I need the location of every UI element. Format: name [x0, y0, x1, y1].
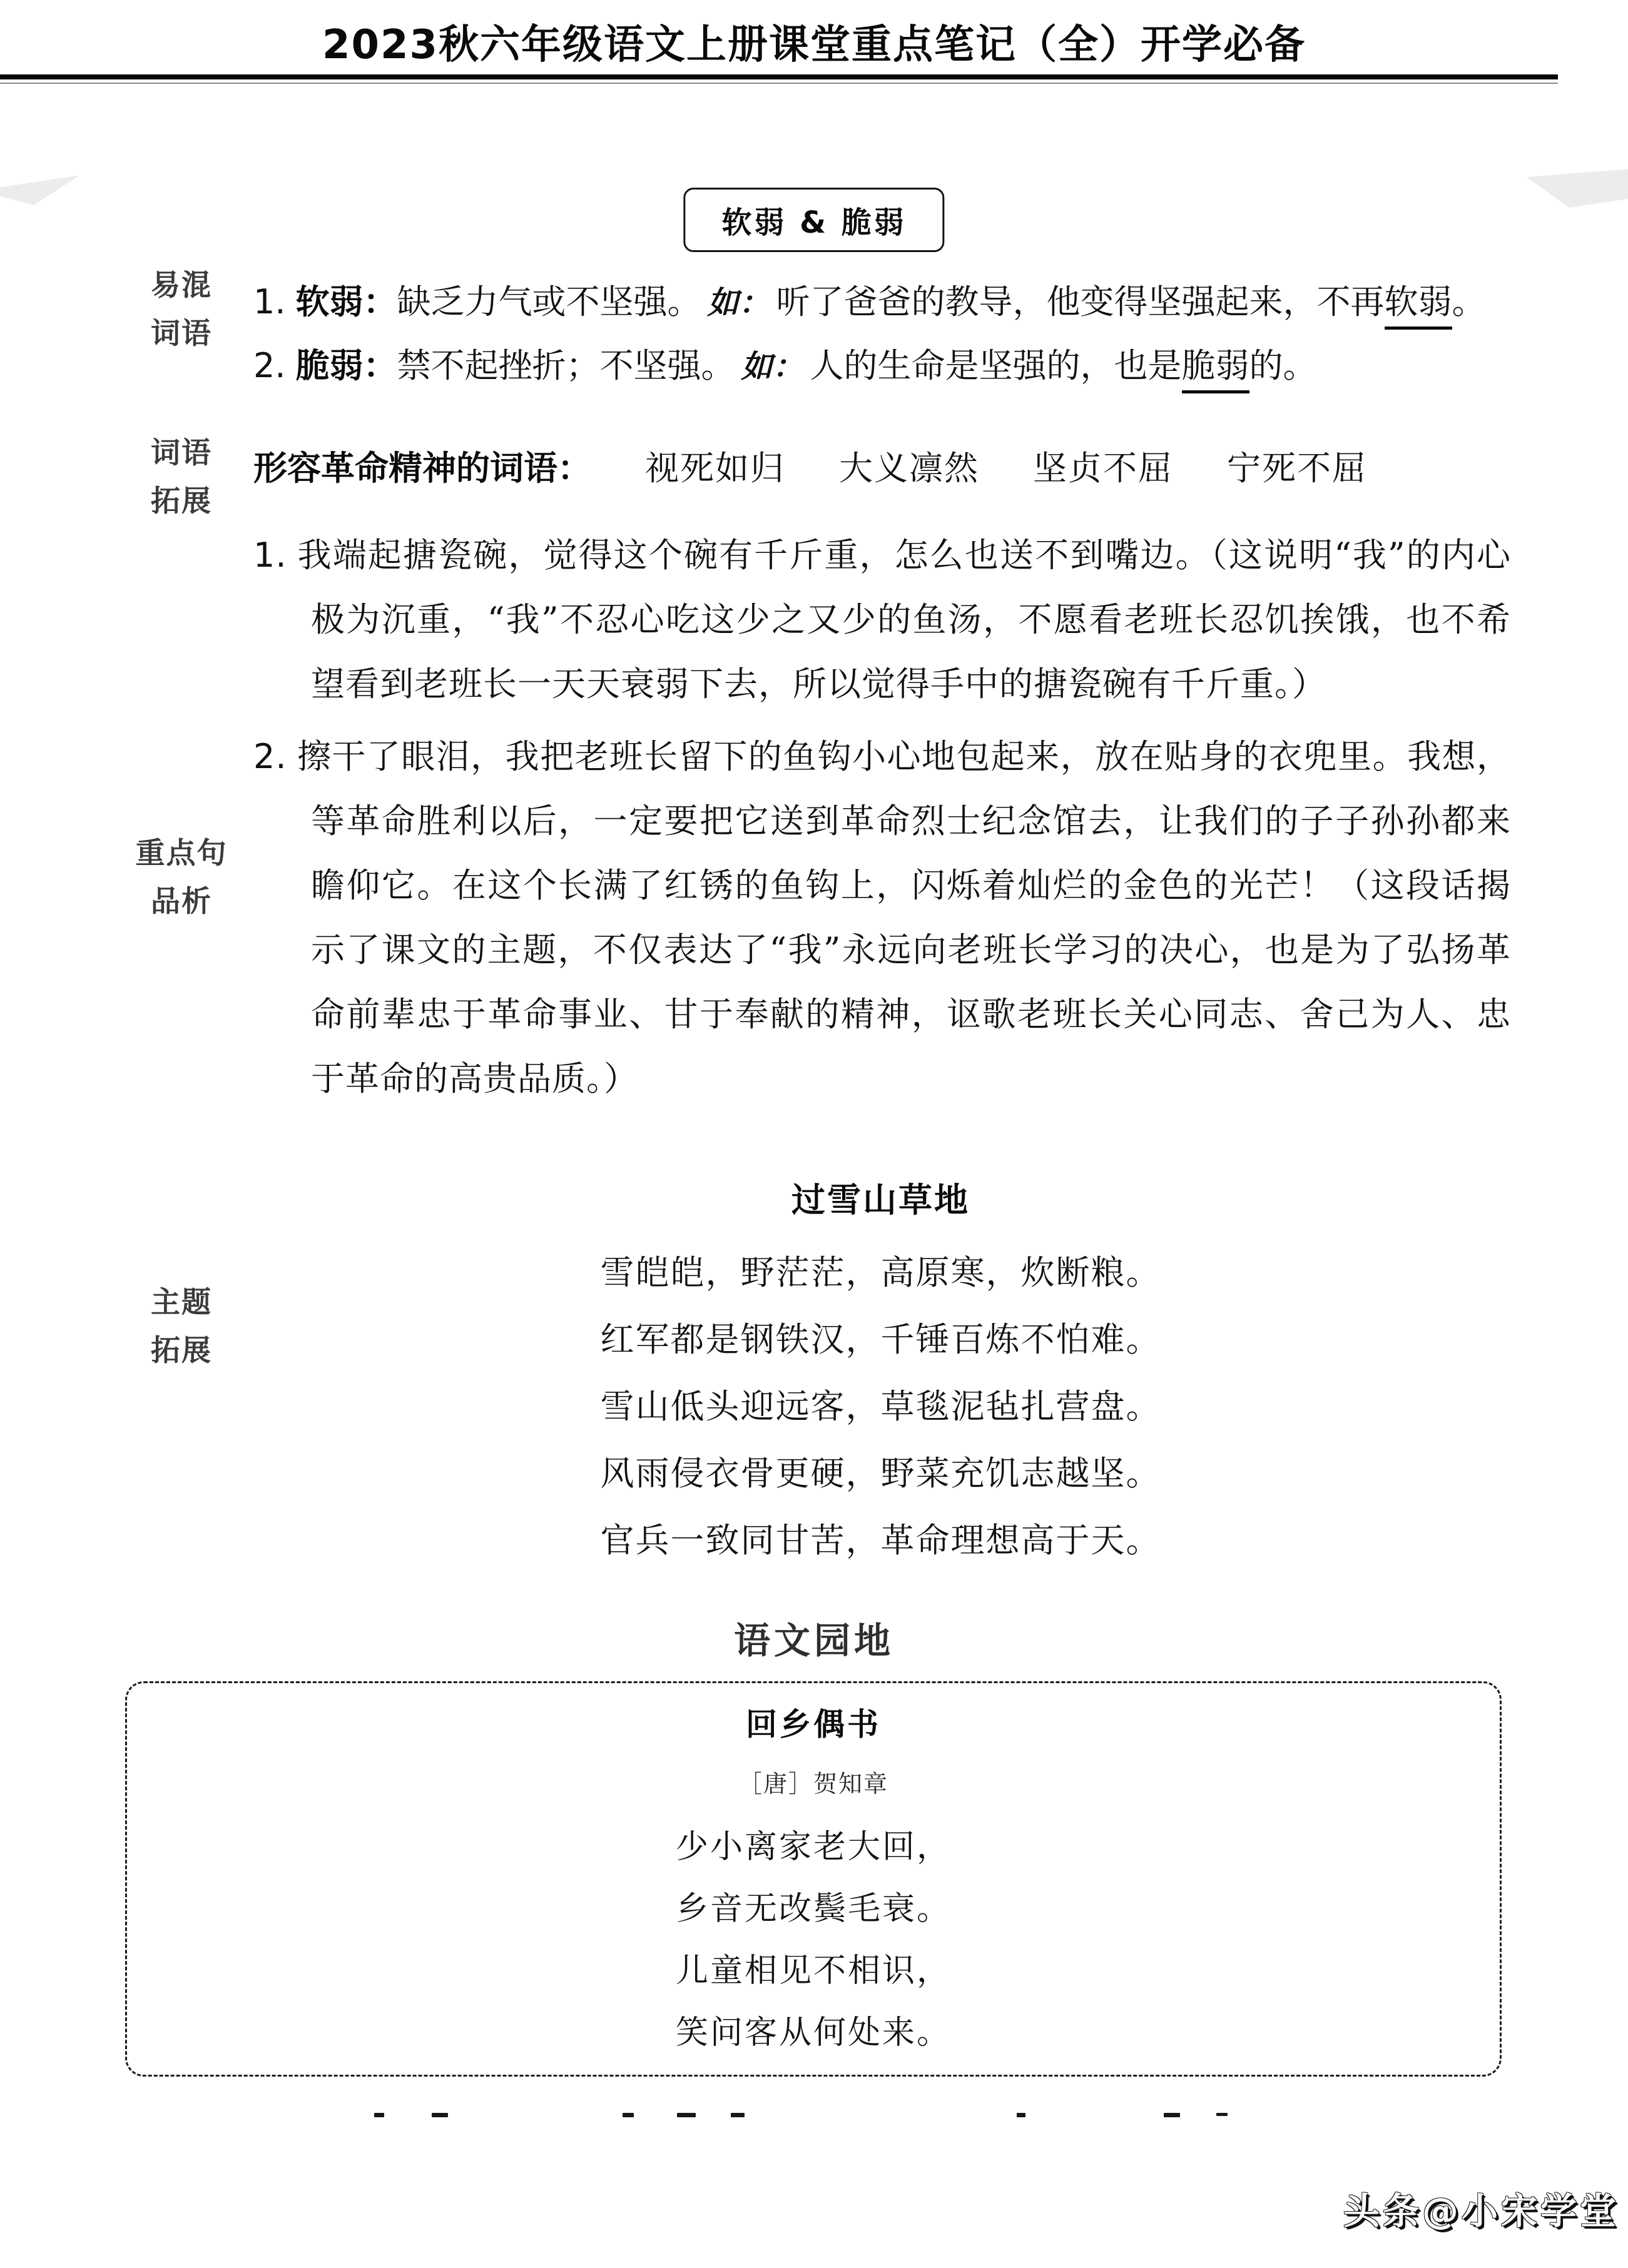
example-text: 听了爸爸的教导，他变得坚强起来，不再: [776, 282, 1385, 321]
label-line: 拓展: [151, 1334, 212, 1368]
definition-item-2: [253, 339, 1542, 387]
definition-item-1: [253, 275, 1542, 323]
underlined-term: 软弱: [1385, 282, 1452, 330]
word-expansion-line: [253, 442, 1542, 490]
truncated-text-tops: [0, 2113, 1628, 2118]
section-label-word-expansion: [133, 429, 230, 525]
section-label-confusable-words: [133, 261, 230, 358]
label-line: 拓展: [151, 484, 212, 519]
label-line: 主题: [151, 1285, 212, 1320]
watermark-text: 头条@小宋学堂: [1343, 2190, 1619, 2232]
section-label-key-sentence-analysis: [119, 829, 244, 926]
idiom: 大义凛然: [839, 448, 979, 488]
paragraph-text: 我端起搪瓷碗，觉得这个碗有千斤重，怎么也送不到嘴边。（这说明“我”的内心极为沉重，“我”不忍心吃这少之又少的鱼汤，不愿看老班长忍饥挨饿，也不希望看到老班长一天天衰弱下去，所以觉得手中的搪瓷碗有千斤重。）: [297, 535, 1511, 704]
poem-line: 雪皑皑，野茫茫，高原寒，炊断粮。: [600, 1253, 1161, 1292]
topic-badge: 软弱 & 脆弱: [683, 188, 944, 252]
poem-line: 雪山低头迎远客，草毯泥毡扎营盘。: [600, 1387, 1161, 1426]
label-line: 品析: [151, 884, 212, 919]
label-line: 重点句: [135, 836, 228, 871]
header-rule-thick: [0, 74, 1558, 79]
poem-line: 红军都是钢铁汉，千锤百炼不怕难。: [600, 1320, 1161, 1359]
idiom: 坚贞不屈: [1033, 448, 1173, 488]
corner-swoosh-left: [0, 173, 80, 205]
idiom: 视死如归: [645, 448, 785, 488]
header-rule-thin: [0, 83, 1558, 84]
item-number: 1.: [253, 282, 286, 321]
example-text-end: 。: [1452, 282, 1486, 321]
lead-label: 形容革命精神的词语：: [253, 448, 591, 488]
item-number: 2.: [253, 737, 287, 776]
example-marker: 如：: [707, 284, 770, 321]
term: 软弱：: [295, 282, 397, 321]
box-poem-title: 回乡偶书: [746, 1706, 881, 1743]
underlined-term: 脆弱: [1182, 346, 1249, 393]
corner-swoosh-right: [1527, 164, 1628, 208]
poem-line: 儿童相见不相识，: [675, 1952, 951, 1990]
poem-box: [125, 1681, 1502, 2077]
example-marker: 如：: [741, 348, 804, 385]
item-number: 1.: [253, 535, 287, 575]
poem-title: 过雪山草地: [791, 1180, 970, 1220]
theme-poem: [253, 1173, 1508, 1574]
example-text-end: 的。: [1249, 346, 1317, 385]
example-text: 人的生命是坚强的，也是: [810, 346, 1182, 385]
analysis-paragraph-2: [253, 724, 1511, 1111]
garden-section-title: 语文园地: [733, 1619, 894, 1662]
poem-line: 官兵一致同甘苦，革命理想高于天。: [600, 1521, 1161, 1560]
section-label-theme-expansion: [133, 1278, 230, 1375]
box-poem-author: ［唐］贺知章: [738, 1770, 888, 1798]
item-number: 2.: [253, 346, 286, 385]
idiom: 宁死不屈: [1227, 448, 1367, 488]
box-poem-lines: [127, 1816, 1500, 2064]
poem-line: 风雨侵衣骨更硬，野菜充饥志越坚。: [600, 1454, 1161, 1493]
term: 脆弱：: [295, 346, 397, 385]
poem-line: 少小离家老大回，: [675, 1828, 951, 1866]
page-title: 2023秋六年级语文上册课堂重点笔记（全）开学必备: [322, 22, 1306, 68]
poem-line: 乡音无改鬓毛衰。: [675, 1890, 951, 1928]
label-line: 词语: [151, 316, 212, 351]
definition-text: 禁不起挫折；不坚强。: [397, 346, 735, 385]
definition-text: 缺乏力气或不坚强。: [397, 282, 701, 321]
paragraph-text: 擦干了眼泪，我把老班长留下的鱼钩小心地包起来，放在贴身的衣兜里。我想，等革命胜利以后，一定要把它送到革命烈士纪念馆去，让我们的子子孙孙都来瞻仰它。在这个长满了红锈的鱼钩上，闪烁着灿烂的金色的光芒！（这段话揭示了课文的主题，不仅表达了“我”永远向老班长学习的决心，也是为了弘扬革命前辈忠于革命事业、甘于奉献的精神，讴歌老班长关心同志、舍己为人、忠于革命的高贵品质。）: [297, 737, 1511, 1098]
label-line: 词语: [151, 436, 212, 470]
analysis-paragraph-1: [253, 523, 1511, 716]
poem-line: 笑问客从何处来。: [675, 2014, 951, 2052]
label-line: 易混: [151, 268, 212, 303]
